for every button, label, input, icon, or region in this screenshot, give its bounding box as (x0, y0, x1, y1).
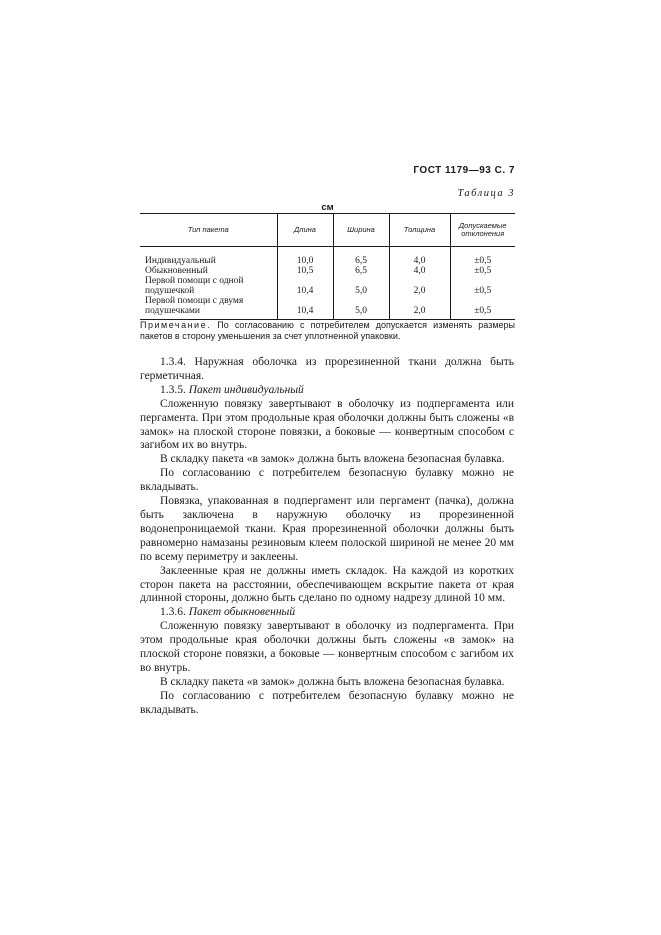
cell-width: 5,0 (333, 296, 389, 320)
column-header-tolerance: Допускаемые отклонения (450, 214, 515, 247)
table-note (140, 320, 515, 342)
cell-length: 10,4 (277, 296, 333, 320)
cell-type: Первой помощи с двумя подушечками (140, 296, 277, 320)
column-header-width: Ширина (333, 214, 389, 247)
cell-width: 6,5 (333, 266, 389, 276)
cell-width: 5,0 (333, 276, 389, 296)
table-row (140, 276, 515, 296)
cell-type: Индивидуальный (145, 256, 216, 266)
paragraph: Заклеенные края не должны иметь складок. На каждой из коротких сторон пакета на расстоянии, обеспечивающем вскрытие пакета от края длинной стороны, должно быть сделано по одному надрезу длиной 10 мм. (140, 564, 514, 605)
column-header-length: Длина (277, 214, 333, 247)
table-row (140, 296, 515, 320)
dimensions-table (140, 213, 515, 320)
page-header: ГОСТ 1179—93 С. 7 (413, 165, 515, 176)
paragraph: По согласованию с потребителем безопасную булавку можно не вкладывать. (140, 467, 514, 494)
cell-length: 10,5 (277, 266, 333, 276)
cell-type: Первой помощи с одной подушечкой (145, 276, 244, 296)
paragraph: Повязка, упакованная в подпергамент или пергамент (пачка), должна быть заключена в наружную оболочку из прорезиненной водонепроницаемой ткани. Края прорезиненной оболочки должны быть равномерно намазаны резиновым клеем полоской шириной не менее 20 мм по всему периметру и заклеены. (140, 495, 514, 563)
cell-thickness: 4,0 (389, 247, 450, 267)
note-label: Примечание. (140, 320, 212, 330)
table-unit: см (321, 202, 334, 213)
section-title: Пакет индивидуальный (188, 383, 304, 396)
section-heading-1-3-5 (140, 384, 514, 398)
cell-tolerance: ±0,5 (450, 266, 515, 276)
table-row (140, 247, 515, 267)
paragraph: По согласованию с потребителем безопасную булавку можно не вкладывать. (140, 689, 514, 716)
paragraph: Сложенную повязку завертывают в оболочку из подпергамента или пергамента. При этом продольные края оболочки должны быть сложены «в замок» на плоской стороне повязки, а боковые — конвертным способом с загибом их во внутрь. (140, 397, 514, 452)
column-header-type: Тип пакета (140, 214, 277, 247)
note-text: По согласованию с потребителем допускается изменять размеры пакетов в сторону уменьшения за счет уплотненной упаковки. (140, 320, 515, 341)
section-heading-1-3-6 (140, 606, 514, 620)
paragraph: Сложенную повязку завертывают в оболочку из подпергамента. При этом продольные края оболочки должны быть сложены «в замок» на плоской стороне повязки, а боковые — конвертным способом с загибом их во внутрь. (140, 620, 514, 674)
section-number: 1.3.5. (160, 383, 186, 396)
cell-thickness: 2,0 (389, 276, 450, 296)
cell-width: 6,5 (333, 247, 389, 267)
table-row (140, 266, 515, 276)
cell-length: 10,0 (277, 247, 333, 267)
cell-tolerance: ±0,5 (450, 276, 515, 296)
cell-length: 10,4 (277, 276, 333, 296)
cell-tolerance: ±0,5 (450, 296, 515, 320)
column-header-thickness: Толщина (389, 214, 450, 247)
paragraph-1-3-4: 1.3.4. Наружная оболочка из прорезиненной ткани должна быть герметичная. (140, 356, 514, 382)
table-label: Таблица 3 (457, 188, 515, 199)
paragraph: В складку пакета «в замок» должна быть вложена безопасная булавка. (160, 675, 505, 688)
section-title: Пакет обыкновенный (188, 606, 296, 619)
cell-tolerance: ±0,5 (450, 247, 515, 267)
cell-thickness: 4,0 (389, 266, 450, 276)
document-body (140, 356, 514, 718)
cell-type: Обыкновенный (145, 266, 208, 276)
paragraph: В складку пакета «в замок» должна быть вложена безопасная булавка. (160, 453, 505, 466)
section-number: 1.3.6. (160, 606, 186, 619)
cell-thickness: 2,0 (389, 296, 450, 320)
table-header-row (140, 214, 515, 247)
